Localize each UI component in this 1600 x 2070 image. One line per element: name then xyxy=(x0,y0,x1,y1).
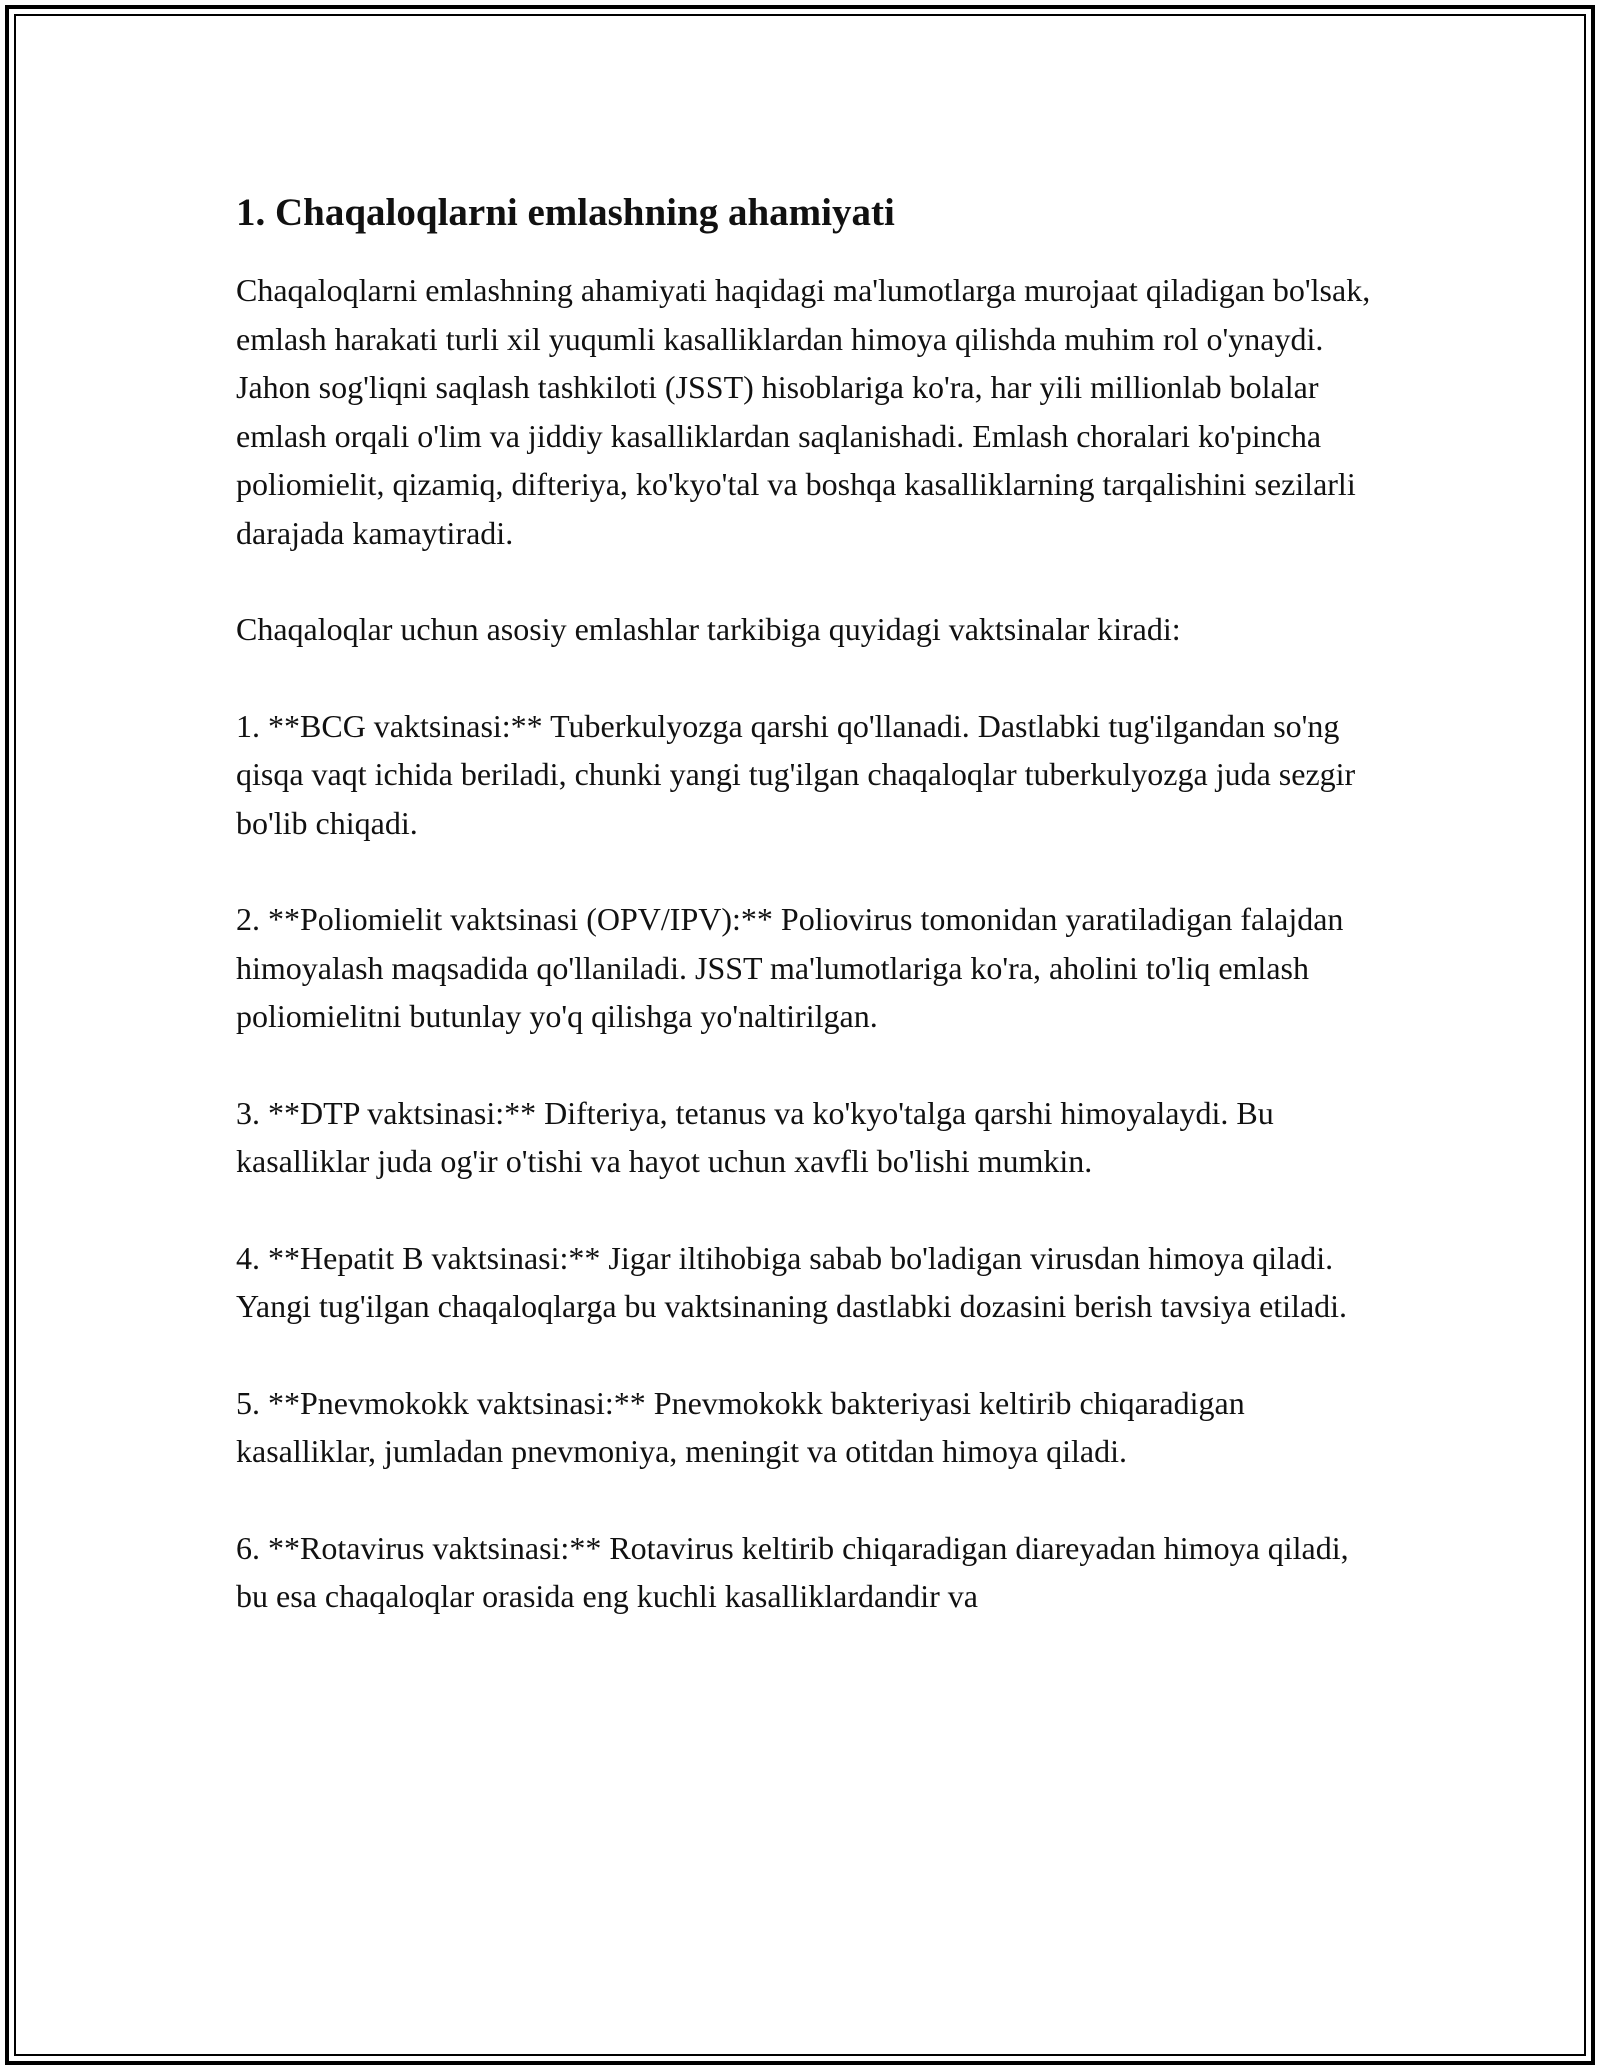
intro-paragraph: Chaqaloqlarni emlashning ahamiyati haqidagi ma'lumotlarga murojaat qiladigan bo'lsak, emlash harakati turli xil yuqumli kasalliklardan himoya qilishda muhim rol o'ynaydi. Jahon sog'liqni saqlash tashkiloti (JSST) hisoblariga ko'ra, har yili millionlab bolalar emlash orqali o'lim va jiddiy kasalliklardan saqlanishadi. Emlash choralari ko'pincha poliomielit, qizamiq, difteriya, ko'kyo'tal va boshqa kasalliklarning tarqalishini sezilarli darajada kamaytiradi. xyxy=(236,272,1371,551)
list-item-dtp: 3. **DTP vaktsinasi:** Difteriya, tetanus va ko'kyo'talga qarshi himoyalaydi. Bu kasalliklar juda og'ir o'tishi va hayot uchun xavfli bo'lishi mumkin. xyxy=(236,1094,1274,1179)
list-item-pneumococcal: 5. **Pnevmokokk vaktsinasi:** Pnevmokokk bakteriyasi keltirib chiqaradigan kasalliklar, jumladan pnevmoniya, meningit va otitdan himoya qiladi. xyxy=(236,1384,1245,1469)
list-item-polio: 2. **Poliomielit vaktsinasi (OPV/IPV):** Poliovirus tomonidan yaratiladigan falajdan himoyalash maqsadida qo'llaniladi. JSST ma'lumotlariga ko'ra, aholini to'liq emlash poliomielitni butunlay yo'q qilishga yo'naltirilgan. xyxy=(236,901,1344,1034)
list-item-bcg: 1. **BCG vaktsinasi:** Tuberkulyozga qarshi qo'llanadi. Dastlabki tug'ilgandan so'ng qisqa vaqt ichida beriladi, chunki yangi tug'ilgan chaqaloqlar tuberkulyozga juda sezgir bo'lib chiqadi. xyxy=(236,707,1356,841)
list-item-rotavirus: 6. **Rotavirus vaktsinasi:** Rotavirus keltirib chiqaradigan diareyadan himoya qiladi, bu esa chaqaloqlar orasida eng kuchli kasalliklardandir va xyxy=(236,1529,1349,1614)
document-body xyxy=(236,186,1376,1669)
list-item-hepatitis-b: 4. **Hepatit B vaktsinasi:** Jigar iltihobiga sabab bo'ladigan virusdan himoya qiladi. Yangi tug'ilgan chaqaloqlarga bu vaktsinaning dastlabki dozasini berish tavsiya etiladi. xyxy=(236,1239,1348,1324)
section-heading: 1. Chaqaloqlarni emlashning ahamiyati xyxy=(236,191,895,234)
vaccines-intro-paragraph: Chaqaloqlar uchun asosiy emlashlar tarkibiga quyidagi vaktsinalar kiradi: xyxy=(236,611,1181,647)
